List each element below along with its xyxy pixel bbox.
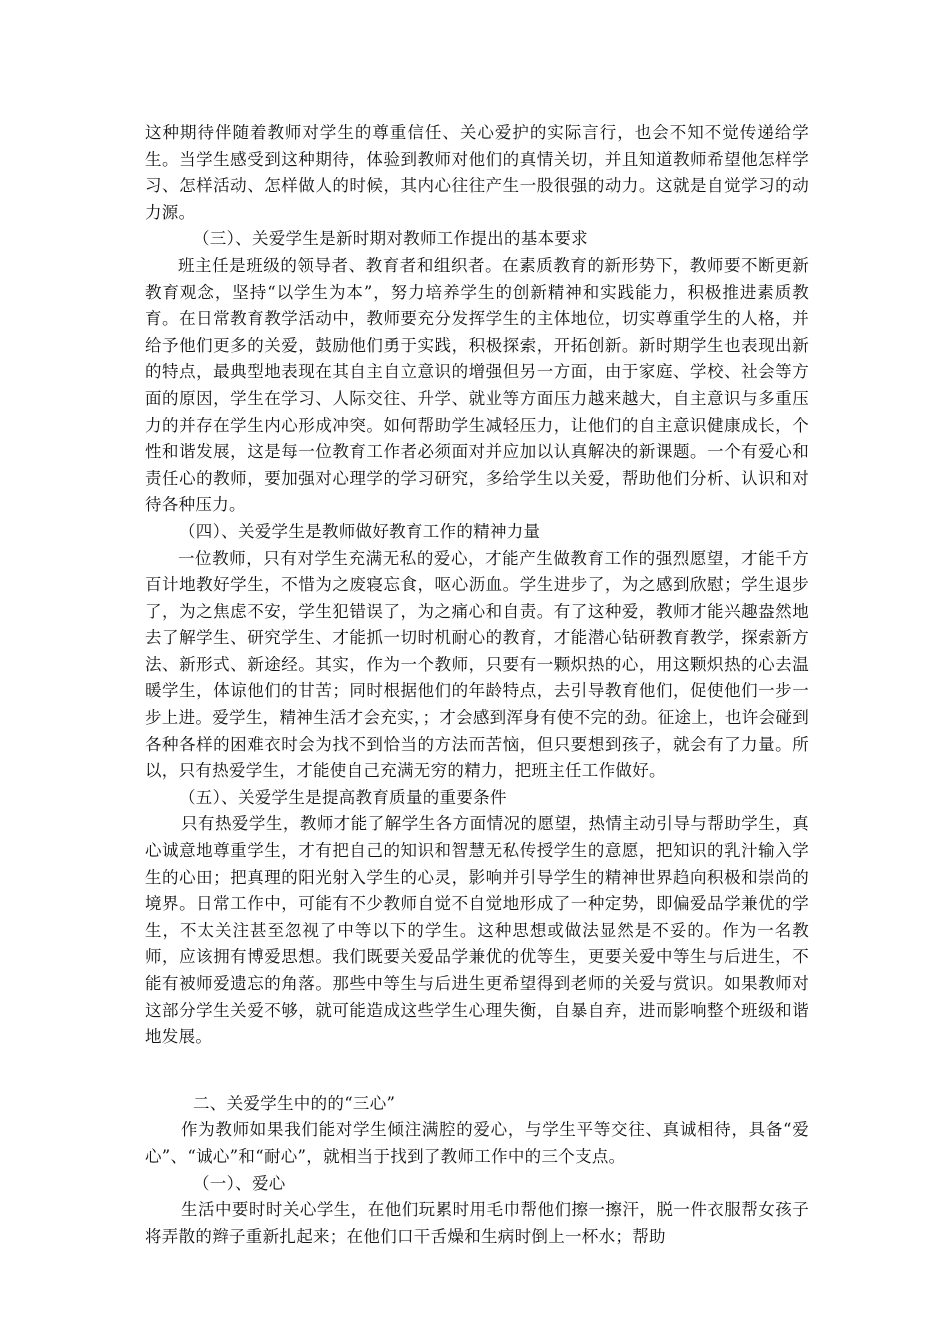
paragraph-three-hearts: 作为教师如果我们能对学生倾注满腔的爱心，与学生平等交往、真诚相待，具备“爱心”、“诚心”和“耐心”，就相当于找到了教师工作中的三个支点。 <box>145 1120 809 1166</box>
section-heading-5: （五）、关爱学生是提高教育质量的重要条件 <box>179 787 507 807</box>
section-heading-1: （一）、爱心 <box>193 1173 286 1193</box>
section-heading-3: （三）、关爱学生是新时期对教师工作提出的基本要求 <box>193 229 588 249</box>
section-heading-4: （四）、关爱学生是教师做好教育工作的精神力量 <box>179 521 541 541</box>
paragraph-spirit: 一位教师，只有对学生充满无私的爱心，才能产生做教育工作的强烈愿望，才能千方百计地教好学生，不惜为之废寝忘食，呕心沥血。学生进步了，为之感到欣慰；学生退步了，为之焦虑不安，学生犯错误了，为之痛心和自责。有了这种爱，教师才能兴趣盎然地去了解学生、研究学生、才能抓一切时机耐心的教育，才能潜心钻研教育教学，探索新方法、新形式、新途经。其实，作为一个教师，只要有一颗炽热的心，用这颗炽热的心去温暖学生，体谅他们的甘苦；同时根据他们的年龄特点，去引导教育他们，促使他们一步一步上进。爱学生，精神生活才会充实，；才会感到浑身有使不完的劲。征途上，也许会碰到各种各样的困难衣时会为找不到恰当的方法而苦恼，但只要想到孩子，就会有了力量。所以，只有热爱学生，才能使自己充满无穷的精力，把班主任工作做好。 <box>145 548 809 781</box>
chapter-heading-2: 二、关爱学生中的的“三心” <box>193 1093 396 1113</box>
paragraph-new-era: 班主任是班级的领导者、教育者和组织者。在素质教育的新形势下，教师要不断更新教育观念，坚持“以学生为本”，努力培养学生的创新精神和实践能力，积极推进素质教育。在日常教育教学活动中，教师要充分发挥学生的主体地位，切实尊重学生的人格，并给予他们更多的关爱，鼓励他们勇于实践，积极探索，开拓创新。新时期学生也表现出新的特点，最典型地表现在其自主自立意识的增强但另一方面，由于家庭、学校、社会等方面的原因，学生在学习、人际交往、升学、就业等方面压力越来越大，自主意识与多重压力的并存在学生内心形成冲突。如何帮助学生减轻压力，让他们的自主意识健康成长，个性和谐发展，这是每一位教育工作者必须面对并应加以认真解决的新课题。一个有爱心和责任心的教师，要加强对心理学的学习研究，多给学生以关爱，帮助他们分析、认识和对待各种压力。 <box>145 255 809 515</box>
document-body <box>145 120 809 1250</box>
section-gap <box>145 1051 809 1091</box>
paragraph-expectation: 这种期待伴随着教师对学生的尊重信任、关心爱护的实际言行，也会不知不觉传递给学生。当学生感受到这种期待，体验到教师对他们的真情关切，并且知道教师希望他怎样学习、怎样活动、怎样做人的时候，其内心往往产生一股很强的动力。这就是自觉学习的动力源。 <box>145 123 809 222</box>
paragraph-love: 生活中要时时关心学生，在他们玩累时用毛巾帮他们擦一擦汗，脱一件衣服帮女孩子将弄散的辫子重新扎起来；在他们口干舌燥和生病时倒上一杯水；帮助 <box>145 1200 809 1246</box>
paragraph-quality: 只有热爱学生，教师才能了解学生各方面情况的愿望，热情主动引导与帮助学生，真心诚意地尊重学生，才有把自己的知识和智慧无私传授学生的意愿，把知识的乳汁输入学生的心田；把真理的阳光射入学生的心灵，影响并引导学生的精神世界趋向积极和崇尚的境界。日常工作中，可能有不少教师自觉不自觉地形成了一种定势，即偏爱品学兼优的学生，不太关注甚至忽视了中等以下的学生。这种思想或做法显然是不妥的。作为一名教师，应该拥有博爱思想。我们既要关爱品学兼优的优等生，更要关爱中等生与后进生，不能有被师爱遗忘的角落。那些中等生与后进生更希望得到老师的关爱与赏识。如果教师对这部分学生关爱不够，就可能造成这些学生心理失衡，自暴自弃，进而影响整个班级和谐地发展。 <box>145 814 809 1047</box>
